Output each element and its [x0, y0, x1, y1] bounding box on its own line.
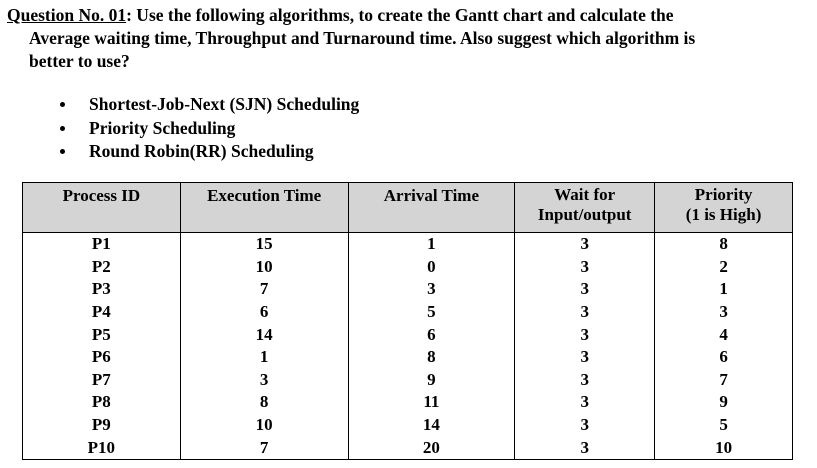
question-line-1 — [7, 4, 807, 27]
algorithm-label: Round Robin(RR) Scheduling — [89, 141, 314, 161]
algorithm-list — [60, 93, 359, 164]
table-row — [23, 278, 793, 301]
table-row — [23, 256, 793, 279]
cell-wait-io: 3 — [515, 301, 655, 324]
table-row — [23, 323, 793, 346]
cell-execution-time: 8 — [180, 391, 348, 414]
cell-execution-time: 6 — [180, 301, 348, 324]
cell-arrival-time: 1 — [348, 233, 515, 256]
header-wait-line-1: Wait for — [554, 185, 616, 204]
header-process-id: Process ID — [23, 183, 181, 233]
header-arrival-time: Arrival Time — [348, 183, 515, 233]
cell-priority: 2 — [655, 256, 793, 279]
cell-wait-io: 3 — [515, 346, 655, 369]
cell-execution-time: 10 — [180, 414, 348, 437]
cell-execution-time: 1 — [180, 346, 348, 369]
cell-process-id: P4 — [23, 301, 181, 324]
list-item — [60, 117, 359, 141]
question-text — [7, 4, 807, 73]
table-row — [23, 301, 793, 324]
cell-process-id: P3 — [23, 278, 181, 301]
header-execution-time: Execution Time — [180, 183, 348, 233]
cell-arrival-time: 20 — [348, 436, 515, 459]
cell-execution-time: 10 — [180, 256, 348, 279]
cell-arrival-time: 0 — [348, 256, 515, 279]
cell-process-id: P1 — [23, 233, 181, 256]
cell-arrival-time: 11 — [348, 391, 515, 414]
cell-wait-io: 3 — [515, 278, 655, 301]
question-label: Question No. 01 — [7, 5, 127, 25]
cell-process-id: P10 — [23, 436, 181, 459]
bullet-icon — [60, 102, 65, 107]
cell-priority: 4 — [655, 323, 793, 346]
cell-wait-io: 3 — [515, 323, 655, 346]
table-row — [23, 391, 793, 414]
cell-execution-time: 14 — [180, 323, 348, 346]
cell-priority: 10 — [655, 436, 793, 459]
header-wait-line-2: Input/output — [537, 205, 632, 224]
cell-process-id: P2 — [23, 256, 181, 279]
cell-priority: 7 — [655, 369, 793, 392]
cell-priority: 5 — [655, 414, 793, 437]
cell-arrival-time: 14 — [348, 414, 515, 437]
cell-execution-time: 15 — [180, 233, 348, 256]
cell-arrival-time: 3 — [348, 278, 515, 301]
cell-execution-time: 7 — [180, 278, 348, 301]
cell-priority: 1 — [655, 278, 793, 301]
cell-process-id: P8 — [23, 391, 181, 414]
header-priority-line-2: (1 is High) — [685, 205, 762, 224]
bullet-icon — [60, 126, 65, 131]
process-table — [22, 182, 793, 460]
question-line-3: better to use? — [29, 51, 130, 71]
cell-arrival-time: 8 — [348, 346, 515, 369]
cell-process-id: P5 — [23, 323, 181, 346]
cell-arrival-time: 5 — [348, 301, 515, 324]
header-priority — [655, 183, 793, 233]
cell-priority: 3 — [655, 301, 793, 324]
table-row — [23, 436, 793, 459]
cell-wait-io: 3 — [515, 414, 655, 437]
cell-arrival-time: 9 — [348, 369, 515, 392]
question-line-2: Average waiting time, Throughput and Turnaround time. Also suggest which algorithm is — [29, 28, 696, 48]
cell-execution-time: 3 — [180, 369, 348, 392]
bullet-icon — [60, 149, 65, 154]
cell-process-id: P7 — [23, 369, 181, 392]
header-wait-io — [515, 183, 655, 233]
cell-arrival-time: 6 — [348, 323, 515, 346]
cell-wait-io: 3 — [515, 233, 655, 256]
table-header-row — [23, 183, 793, 233]
list-item — [60, 140, 359, 164]
cell-process-id: P9 — [23, 414, 181, 437]
table-body — [23, 233, 793, 460]
cell-process-id: P6 — [23, 346, 181, 369]
question-line-1-text: : Use the following algorithms, to create the Gantt chart and calculate the — [126, 5, 674, 25]
table-row — [23, 369, 793, 392]
table-row — [23, 233, 793, 256]
cell-priority: 9 — [655, 391, 793, 414]
table-row — [23, 346, 793, 369]
algorithm-label: Priority Scheduling — [89, 117, 236, 138]
algorithm-label: Shortest-Job-Next (SJN) Scheduling — [89, 94, 360, 114]
table-row — [23, 414, 793, 437]
cell-execution-time: 7 — [180, 436, 348, 459]
cell-wait-io: 3 — [515, 436, 655, 459]
cell-wait-io: 3 — [515, 256, 655, 279]
header-priority-line-1: Priority — [694, 185, 753, 204]
cell-wait-io: 3 — [515, 369, 655, 392]
list-item — [60, 93, 359, 117]
cell-priority: 8 — [655, 233, 793, 256]
cell-priority: 6 — [655, 346, 793, 369]
cell-wait-io: 3 — [515, 391, 655, 414]
